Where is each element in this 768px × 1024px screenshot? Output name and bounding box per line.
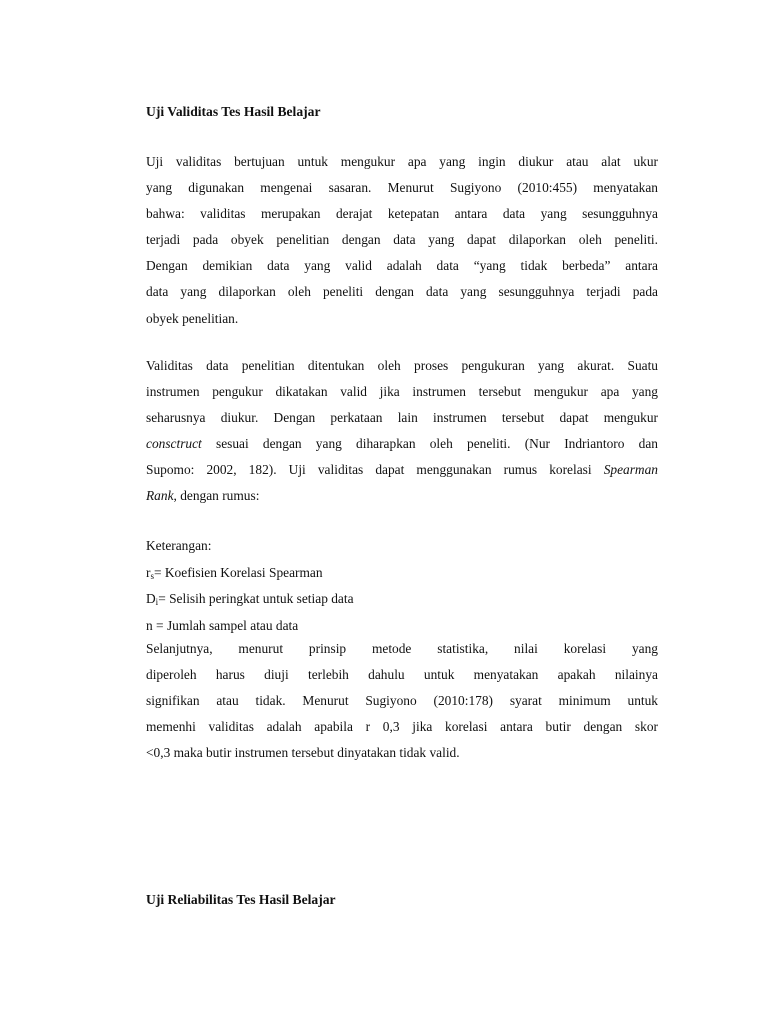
paragraph-line: terjadi pada obyek penelitian dengan data yang dapat dilaporkan oleh peneliti. xyxy=(146,232,658,248)
subscript-i: i xyxy=(155,597,159,607)
paragraph-line: Validitas data penelitian ditentukan oleh proses pengukuran yang akurat. Suatu xyxy=(146,358,658,373)
paragraph-line: <0,3 maka butir instrumen tersebut dinyatakan tidak valid. xyxy=(146,745,460,761)
legend-desc: = Koefisien Korelasi Spearman xyxy=(153,564,323,580)
symbol-r: r xyxy=(146,564,151,580)
heading-validity: Uji Validitas Tes Hasil Belajar xyxy=(146,104,321,119)
paragraph-line xyxy=(146,483,658,509)
line-text: , dengan rumus: xyxy=(173,488,260,504)
italic-term-construct: consctruct xyxy=(146,436,202,452)
symbol-d: D xyxy=(146,591,156,606)
legend-row-rs xyxy=(146,560,658,587)
paragraph-line xyxy=(146,457,658,483)
paragraph-line: diperoleh harus diuji terlebih dahulu untuk menyatakan apakah nilainya xyxy=(146,667,658,683)
paragraph-line: instrumen pengukur dikatakan valid jika instrumen tersebut mengukur apa yang xyxy=(146,384,658,400)
legend-keterangan xyxy=(146,533,658,639)
paragraph-line: bahwa: validitas merupakan derajat ketepatan antara data yang sesungguhnya xyxy=(146,206,658,222)
paragraph-validity-definition xyxy=(146,149,658,332)
line-text: sesuai dengan yang diharapkan oleh peneliti. (Nur Indriantoro dan xyxy=(201,436,658,452)
paragraph-line: Uji validitas bertujuan untuk mengukur apa yang ingin diukur atau alat ukur xyxy=(146,154,658,169)
heading-reliability: Uji Reliabilitas Tes Hasil Belajar xyxy=(146,892,336,907)
legend-title: Keterangan: xyxy=(146,538,212,553)
paragraph-validity-threshold xyxy=(146,636,658,766)
subscript-s: s xyxy=(150,570,154,581)
legend-row-di xyxy=(146,586,658,613)
italic-term-rank: Rank xyxy=(146,488,174,504)
paragraph-line: signifikan atau tidak. Menurut Sugiyono (2010:178) syarat minimum untuk xyxy=(146,693,658,709)
paragraph-line: obyek penelitian. xyxy=(146,310,239,326)
line-text: Supomo: 2002, 182). Uji validitas dapat menggunakan rumus korelasi xyxy=(146,462,604,478)
paragraph-validity-measurement xyxy=(146,353,658,510)
paragraph-line: Selanjutnya, menurut prinsip metode statistika, nilai korelasi yang xyxy=(146,641,658,656)
paragraph-line: data yang dilaporkan oleh peneliti dengan data yang sesungguhnya terjadi pada xyxy=(146,284,658,300)
paragraph-line: Dengan demikian data yang valid adalah data “yang tidak berbeda” antara xyxy=(146,258,658,274)
paragraph-line xyxy=(146,431,658,457)
legend-desc: = Selisih peringkat untuk setiap data xyxy=(158,591,354,606)
italic-term-spearman: Spearman xyxy=(603,462,658,478)
legend-row-n: n = Jumlah sampel atau data xyxy=(146,617,299,633)
paragraph-line: memenhi validitas adalah apabila r 0,3 jika korelasi antara butir dengan skor xyxy=(146,719,658,735)
paragraph-line: seharusnya diukur. Dengan perkataan lain instrumen tersebut dapat mengukur xyxy=(146,410,658,426)
paragraph-line: yang digunakan mengenai sasaran. Menurut Sugiyono (2010:455) menyatakan xyxy=(146,180,658,196)
